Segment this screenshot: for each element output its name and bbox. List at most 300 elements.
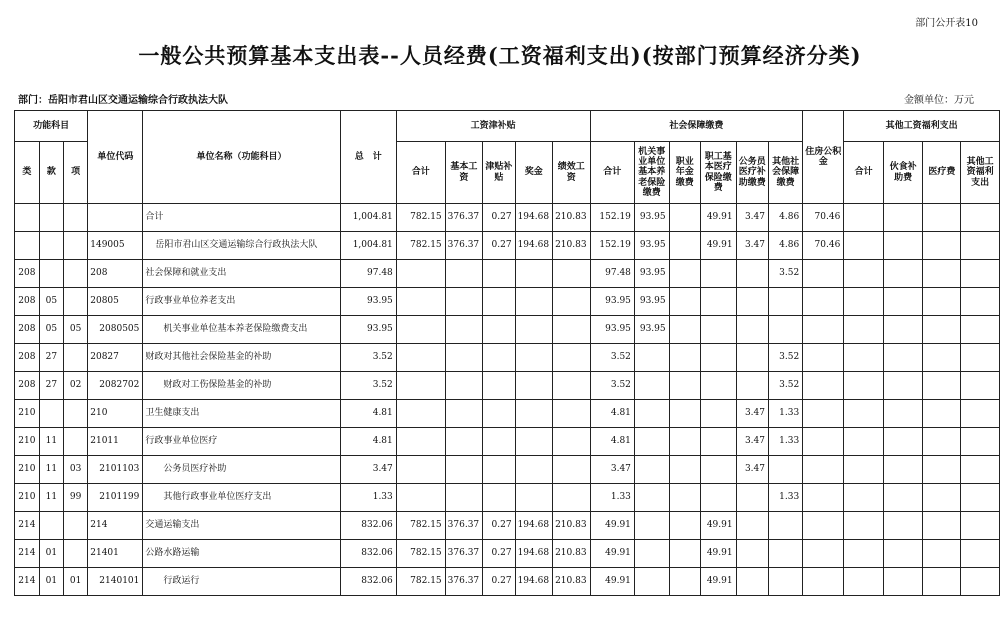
kuan-cell: 01 bbox=[39, 568, 63, 596]
other-sum-cell bbox=[844, 400, 884, 428]
medical-insurance-cell: 49.91 bbox=[700, 540, 736, 568]
meal-subsidy-cell bbox=[883, 372, 923, 400]
other-welfare-cell bbox=[961, 400, 1000, 428]
pension-cell bbox=[634, 456, 669, 484]
unit-code-cell: 210 bbox=[88, 400, 143, 428]
header-medical-fee: 医疗费 bbox=[923, 142, 961, 204]
total-cell: 1.33 bbox=[340, 484, 396, 512]
unit-name-cell: 公路水路运输 bbox=[143, 540, 340, 568]
performance-wage-cell bbox=[553, 288, 591, 316]
meal-subsidy-cell bbox=[883, 232, 923, 260]
total-cell: 4.81 bbox=[340, 400, 396, 428]
social-sum-cell: 49.91 bbox=[590, 512, 634, 540]
civil-medical-cell: 3.47 bbox=[736, 456, 768, 484]
header-other-sum: 合计 bbox=[844, 142, 884, 204]
annuity-cell bbox=[669, 372, 700, 400]
performance-wage-cell bbox=[553, 456, 591, 484]
basic-wage-cell bbox=[445, 316, 483, 344]
housing-fund-cell bbox=[803, 400, 844, 428]
unit-name-cell: 合计 bbox=[143, 204, 340, 232]
table-row bbox=[15, 232, 1000, 260]
medical-fee-cell bbox=[923, 456, 961, 484]
other-social-cell: 3.52 bbox=[768, 372, 802, 400]
pension-cell: 93.95 bbox=[634, 288, 669, 316]
housing-fund-cell bbox=[803, 568, 844, 596]
bonus-cell bbox=[515, 288, 553, 316]
medical-insurance-cell bbox=[700, 456, 736, 484]
annuity-cell bbox=[669, 540, 700, 568]
xiang-cell: 01 bbox=[64, 568, 88, 596]
header-allowance: 津贴补贴 bbox=[483, 142, 515, 204]
pension-cell: 93.95 bbox=[634, 260, 669, 288]
total-cell: 3.52 bbox=[340, 344, 396, 372]
header-wage-group: 工资津补贴 bbox=[396, 111, 590, 142]
basic-wage-cell bbox=[445, 344, 483, 372]
lei-cell: 208 bbox=[15, 372, 40, 400]
basic-wage-cell bbox=[445, 456, 483, 484]
header-social-sum: 合计 bbox=[590, 142, 634, 204]
unit-name-cell: 机关事业单位基本养老保险缴费支出 bbox=[143, 316, 340, 344]
housing-fund-cell bbox=[803, 288, 844, 316]
medical-fee-cell bbox=[923, 512, 961, 540]
other-social-cell: 1.33 bbox=[768, 484, 802, 512]
meal-subsidy-cell bbox=[883, 428, 923, 456]
lei-cell: 210 bbox=[15, 484, 40, 512]
header-kuan: 款 bbox=[39, 142, 63, 204]
allowance-cell bbox=[483, 400, 515, 428]
civil-medical-cell bbox=[736, 316, 768, 344]
unit-name-cell: 行政运行 bbox=[143, 568, 340, 596]
housing-fund-cell bbox=[803, 428, 844, 456]
meal-subsidy-cell bbox=[883, 288, 923, 316]
medical-insurance-cell: 49.91 bbox=[700, 204, 736, 232]
table-row bbox=[15, 484, 1000, 512]
basic-wage-cell bbox=[445, 428, 483, 456]
social-sum-cell: 4.81 bbox=[590, 400, 634, 428]
basic-wage-cell bbox=[445, 288, 483, 316]
civil-medical-cell bbox=[736, 512, 768, 540]
housing-fund-cell bbox=[803, 484, 844, 512]
social-sum-cell: 3.52 bbox=[590, 372, 634, 400]
unit-code-cell: 2082702 bbox=[88, 372, 143, 400]
meal-subsidy-cell bbox=[883, 484, 923, 512]
housing-fund-cell bbox=[803, 540, 844, 568]
lei-cell: 210 bbox=[15, 428, 40, 456]
lei-cell: 208 bbox=[15, 316, 40, 344]
unit-name-cell: 财政对工伤保险基金的补助 bbox=[143, 372, 340, 400]
medical-insurance-cell bbox=[700, 316, 736, 344]
xiang-cell: 99 bbox=[64, 484, 88, 512]
total-cell: 832.06 bbox=[340, 540, 396, 568]
total-cell: 832.06 bbox=[340, 512, 396, 540]
wage-sum-cell bbox=[396, 288, 445, 316]
unit-code-cell: 214 bbox=[88, 512, 143, 540]
housing-fund-cell bbox=[803, 512, 844, 540]
table-row bbox=[15, 316, 1000, 344]
kuan-cell bbox=[39, 232, 63, 260]
annuity-cell bbox=[669, 260, 700, 288]
table-row bbox=[15, 372, 1000, 400]
medical-insurance-cell bbox=[700, 372, 736, 400]
housing-fund-cell bbox=[803, 456, 844, 484]
basic-wage-cell bbox=[445, 484, 483, 512]
housing-fund-cell: 70.46 bbox=[803, 204, 844, 232]
bonus-cell bbox=[515, 456, 553, 484]
other-social-cell bbox=[768, 316, 802, 344]
meal-subsidy-cell bbox=[883, 540, 923, 568]
civil-medical-cell: 3.47 bbox=[736, 232, 768, 260]
table-row bbox=[15, 204, 1000, 232]
kuan-cell: 27 bbox=[39, 372, 63, 400]
social-sum-cell: 93.95 bbox=[590, 288, 634, 316]
wage-sum-cell bbox=[396, 456, 445, 484]
basic-wage-cell bbox=[445, 260, 483, 288]
table-row bbox=[15, 512, 1000, 540]
allowance-cell: 0.27 bbox=[483, 232, 515, 260]
pension-cell: 93.95 bbox=[634, 316, 669, 344]
bonus-cell bbox=[515, 372, 553, 400]
table-row bbox=[15, 428, 1000, 456]
other-social-cell: 1.33 bbox=[768, 428, 802, 456]
header-medical-insurance: 职工基本医疗保险缴费 bbox=[700, 142, 736, 204]
other-welfare-cell bbox=[961, 484, 1000, 512]
unit-code-cell: 2140101 bbox=[88, 568, 143, 596]
wage-sum-cell: 782.15 bbox=[396, 232, 445, 260]
other-social-cell bbox=[768, 512, 802, 540]
page-title: 一般公共预算基本支出表--人员经费(工资福利支出)(按部门预算经济分类) bbox=[138, 43, 862, 68]
social-sum-cell: 97.48 bbox=[590, 260, 634, 288]
civil-medical-cell bbox=[736, 540, 768, 568]
medical-fee-cell bbox=[923, 260, 961, 288]
bonus-cell: 194.68 bbox=[515, 568, 553, 596]
annuity-cell bbox=[669, 400, 700, 428]
social-sum-cell: 93.95 bbox=[590, 316, 634, 344]
allowance-cell bbox=[483, 456, 515, 484]
medical-fee-cell bbox=[923, 316, 961, 344]
xiang-cell: 05 bbox=[64, 316, 88, 344]
basic-wage-cell bbox=[445, 372, 483, 400]
xiang-cell bbox=[64, 204, 88, 232]
total-cell: 4.81 bbox=[340, 428, 396, 456]
header-annuity: 职业年金缴费 bbox=[669, 142, 700, 204]
other-social-cell: 4.86 bbox=[768, 204, 802, 232]
header-performance-wage: 绩效工资 bbox=[553, 142, 591, 204]
allowance-cell: 0.27 bbox=[483, 568, 515, 596]
other-welfare-cell bbox=[961, 428, 1000, 456]
housing-fund-cell bbox=[803, 316, 844, 344]
kuan-cell: 11 bbox=[39, 428, 63, 456]
meal-subsidy-cell bbox=[883, 512, 923, 540]
kuan-cell bbox=[39, 260, 63, 288]
meal-subsidy-cell bbox=[883, 568, 923, 596]
allowance-cell bbox=[483, 260, 515, 288]
basic-wage-cell: 376.37 bbox=[445, 568, 483, 596]
civil-medical-cell bbox=[736, 344, 768, 372]
other-social-cell: 1.33 bbox=[768, 400, 802, 428]
total-cell: 97.48 bbox=[340, 260, 396, 288]
xiang-cell bbox=[64, 260, 88, 288]
wage-sum-cell bbox=[396, 372, 445, 400]
total-cell: 3.52 bbox=[340, 372, 396, 400]
lei-cell: 210 bbox=[15, 456, 40, 484]
social-sum-cell: 3.47 bbox=[590, 456, 634, 484]
kuan-cell bbox=[39, 512, 63, 540]
pension-cell bbox=[634, 484, 669, 512]
table-row bbox=[15, 456, 1000, 484]
other-sum-cell bbox=[844, 540, 884, 568]
header-wage-sum: 合计 bbox=[396, 142, 445, 204]
kuan-cell bbox=[39, 400, 63, 428]
xiang-cell bbox=[64, 232, 88, 260]
other-social-cell: 4.86 bbox=[768, 232, 802, 260]
header-other-social: 其他社会保障缴费 bbox=[768, 142, 802, 204]
performance-wage-cell bbox=[553, 344, 591, 372]
other-social-cell: 3.52 bbox=[768, 260, 802, 288]
medical-fee-cell bbox=[923, 540, 961, 568]
performance-wage-cell: 210.83 bbox=[553, 568, 591, 596]
medical-insurance-cell bbox=[700, 484, 736, 512]
unit-code-cell: 2101199 bbox=[88, 484, 143, 512]
basic-wage-cell: 376.37 bbox=[445, 204, 483, 232]
total-cell: 3.47 bbox=[340, 456, 396, 484]
allowance-cell bbox=[483, 372, 515, 400]
medical-fee-cell bbox=[923, 428, 961, 456]
bonus-cell: 194.68 bbox=[515, 540, 553, 568]
other-sum-cell bbox=[844, 316, 884, 344]
xiang-cell bbox=[64, 540, 88, 568]
unit-name-cell: 岳阳市君山区交通运输综合行政执法大队 bbox=[143, 232, 340, 260]
pension-cell bbox=[634, 372, 669, 400]
other-social-cell bbox=[768, 568, 802, 596]
table-body bbox=[15, 204, 1000, 596]
annuity-cell bbox=[669, 484, 700, 512]
basic-wage-cell: 376.37 bbox=[445, 540, 483, 568]
other-social-cell bbox=[768, 540, 802, 568]
medical-insurance-cell bbox=[700, 288, 736, 316]
other-sum-cell bbox=[844, 204, 884, 232]
unit-name-cell: 财政对其他社会保险基金的补助 bbox=[143, 344, 340, 372]
header-pension: 机关事业单位基本养老保险缴费 bbox=[634, 142, 669, 204]
lei-cell: 208 bbox=[15, 344, 40, 372]
annuity-cell bbox=[669, 316, 700, 344]
medical-insurance-cell: 49.91 bbox=[700, 232, 736, 260]
allowance-cell bbox=[483, 344, 515, 372]
other-sum-cell bbox=[844, 428, 884, 456]
pension-cell: 93.95 bbox=[634, 232, 669, 260]
performance-wage-cell: 210.83 bbox=[553, 512, 591, 540]
other-sum-cell bbox=[844, 456, 884, 484]
other-welfare-cell bbox=[961, 540, 1000, 568]
social-sum-cell: 1.33 bbox=[590, 484, 634, 512]
other-sum-cell bbox=[844, 512, 884, 540]
basic-wage-cell: 376.37 bbox=[445, 232, 483, 260]
medical-fee-cell bbox=[923, 568, 961, 596]
xiang-cell bbox=[64, 428, 88, 456]
lei-cell: 208 bbox=[15, 260, 40, 288]
allowance-cell bbox=[483, 484, 515, 512]
civil-medical-cell: 3.47 bbox=[736, 204, 768, 232]
kuan-cell: 11 bbox=[39, 456, 63, 484]
civil-medical-cell bbox=[736, 484, 768, 512]
civil-medical-cell: 3.47 bbox=[736, 400, 768, 428]
unit-code-cell: 20805 bbox=[88, 288, 143, 316]
medical-fee-cell bbox=[923, 344, 961, 372]
total-cell: 93.95 bbox=[340, 288, 396, 316]
other-welfare-cell bbox=[961, 344, 1000, 372]
wage-sum-cell: 782.15 bbox=[396, 540, 445, 568]
header-meal-subsidy: 伙食补助费 bbox=[883, 142, 923, 204]
housing-fund-cell: 70.46 bbox=[803, 232, 844, 260]
table-row bbox=[15, 288, 1000, 316]
wage-sum-cell bbox=[396, 484, 445, 512]
total-cell: 832.06 bbox=[340, 568, 396, 596]
housing-fund-cell bbox=[803, 260, 844, 288]
other-welfare-cell bbox=[961, 372, 1000, 400]
other-sum-cell bbox=[844, 568, 884, 596]
lei-cell bbox=[15, 204, 40, 232]
pension-cell: 93.95 bbox=[634, 204, 669, 232]
annuity-cell bbox=[669, 568, 700, 596]
xiang-cell bbox=[64, 288, 88, 316]
unit-name-cell: 公务员医疗补助 bbox=[143, 456, 340, 484]
lei-cell: 208 bbox=[15, 288, 40, 316]
annuity-cell bbox=[669, 428, 700, 456]
unit-code-cell: 208 bbox=[88, 260, 143, 288]
medical-insurance-cell: 49.91 bbox=[700, 568, 736, 596]
meal-subsidy-cell bbox=[883, 316, 923, 344]
total-cell: 1,004.81 bbox=[340, 204, 396, 232]
medical-fee-cell bbox=[923, 232, 961, 260]
performance-wage-cell bbox=[553, 400, 591, 428]
header-total: 总 计 bbox=[340, 111, 396, 204]
other-social-cell bbox=[768, 456, 802, 484]
medical-fee-cell bbox=[923, 204, 961, 232]
medical-fee-cell bbox=[923, 400, 961, 428]
performance-wage-cell: 210.83 bbox=[553, 232, 591, 260]
total-cell: 93.95 bbox=[340, 316, 396, 344]
pension-cell bbox=[634, 400, 669, 428]
medical-fee-cell bbox=[923, 372, 961, 400]
other-sum-cell bbox=[844, 288, 884, 316]
unit-name-cell: 卫生健康支出 bbox=[143, 400, 340, 428]
xiang-cell: 03 bbox=[64, 456, 88, 484]
kuan-cell: 27 bbox=[39, 344, 63, 372]
lei-cell: 214 bbox=[15, 540, 40, 568]
performance-wage-cell bbox=[553, 484, 591, 512]
header-social-group: 社会保障缴费 bbox=[590, 111, 803, 142]
total-cell: 1,004.81 bbox=[340, 232, 396, 260]
annuity-cell bbox=[669, 204, 700, 232]
other-sum-cell bbox=[844, 484, 884, 512]
civil-medical-cell bbox=[736, 568, 768, 596]
lei-cell: 214 bbox=[15, 568, 40, 596]
wage-sum-cell: 782.15 bbox=[396, 568, 445, 596]
header-bonus: 奖金 bbox=[515, 142, 553, 204]
kuan-cell: 05 bbox=[39, 288, 63, 316]
civil-medical-cell bbox=[736, 372, 768, 400]
lei-cell: 210 bbox=[15, 400, 40, 428]
unit-name-cell: 其他行政事业单位医疗支出 bbox=[143, 484, 340, 512]
housing-fund-cell bbox=[803, 344, 844, 372]
medical-insurance-cell bbox=[700, 400, 736, 428]
performance-wage-cell bbox=[553, 428, 591, 456]
other-welfare-cell bbox=[961, 512, 1000, 540]
bonus-cell bbox=[515, 344, 553, 372]
allowance-cell: 0.27 bbox=[483, 512, 515, 540]
civil-medical-cell: 3.47 bbox=[736, 428, 768, 456]
housing-fund-cell bbox=[803, 372, 844, 400]
header-unit-name: 单位名称（功能科目） bbox=[143, 111, 340, 204]
allowance-cell bbox=[483, 316, 515, 344]
header-other-welfare: 其他工资福利支出 bbox=[961, 142, 1000, 204]
other-welfare-cell bbox=[961, 316, 1000, 344]
wage-sum-cell: 782.15 bbox=[396, 204, 445, 232]
kuan-cell bbox=[39, 204, 63, 232]
unit-code-cell: 2101103 bbox=[88, 456, 143, 484]
annuity-cell bbox=[669, 456, 700, 484]
meal-subsidy-cell bbox=[883, 344, 923, 372]
wage-sum-cell bbox=[396, 400, 445, 428]
bonus-cell bbox=[515, 400, 553, 428]
header-unit-code: 单位代码 bbox=[88, 111, 143, 204]
social-sum-cell: 152.19 bbox=[590, 232, 634, 260]
bonus-cell: 194.68 bbox=[515, 204, 553, 232]
meal-subsidy-cell bbox=[883, 204, 923, 232]
performance-wage-cell: 210.83 bbox=[553, 204, 591, 232]
other-welfare-cell bbox=[961, 288, 1000, 316]
unit-name-cell: 社会保障和就业支出 bbox=[143, 260, 340, 288]
xiang-cell: 02 bbox=[64, 372, 88, 400]
other-sum-cell bbox=[844, 344, 884, 372]
bonus-cell bbox=[515, 484, 553, 512]
civil-medical-cell bbox=[736, 260, 768, 288]
pension-cell bbox=[634, 344, 669, 372]
other-welfare-cell bbox=[961, 232, 1000, 260]
header-func-subject: 功能科目 bbox=[15, 111, 88, 142]
lei-cell bbox=[15, 232, 40, 260]
wage-sum-cell: 782.15 bbox=[396, 512, 445, 540]
civil-medical-cell bbox=[736, 288, 768, 316]
other-sum-cell bbox=[844, 232, 884, 260]
social-sum-cell: 49.91 bbox=[590, 540, 634, 568]
wage-sum-cell bbox=[396, 428, 445, 456]
pension-cell bbox=[634, 512, 669, 540]
bonus-cell: 194.68 bbox=[515, 232, 553, 260]
xiang-cell bbox=[64, 400, 88, 428]
other-sum-cell bbox=[844, 260, 884, 288]
wage-sum-cell bbox=[396, 344, 445, 372]
unit-code-cell bbox=[88, 204, 143, 232]
bonus-cell bbox=[515, 428, 553, 456]
pension-cell bbox=[634, 568, 669, 596]
meal-subsidy-cell bbox=[883, 456, 923, 484]
meal-subsidy-cell bbox=[883, 260, 923, 288]
table-row bbox=[15, 260, 1000, 288]
bonus-cell bbox=[515, 260, 553, 288]
medical-insurance-cell: 49.91 bbox=[700, 512, 736, 540]
xiang-cell bbox=[64, 344, 88, 372]
social-sum-cell: 152.19 bbox=[590, 204, 634, 232]
table-row bbox=[15, 540, 1000, 568]
unit-name-cell: 交通运输支出 bbox=[143, 512, 340, 540]
table-row bbox=[15, 344, 1000, 372]
other-welfare-cell bbox=[961, 204, 1000, 232]
kuan-cell: 01 bbox=[39, 540, 63, 568]
header-civil-medical: 公务员医疗补助缴费 bbox=[736, 142, 768, 204]
social-sum-cell: 4.81 bbox=[590, 428, 634, 456]
unit-code-cell: 2080505 bbox=[88, 316, 143, 344]
lei-cell: 214 bbox=[15, 512, 40, 540]
